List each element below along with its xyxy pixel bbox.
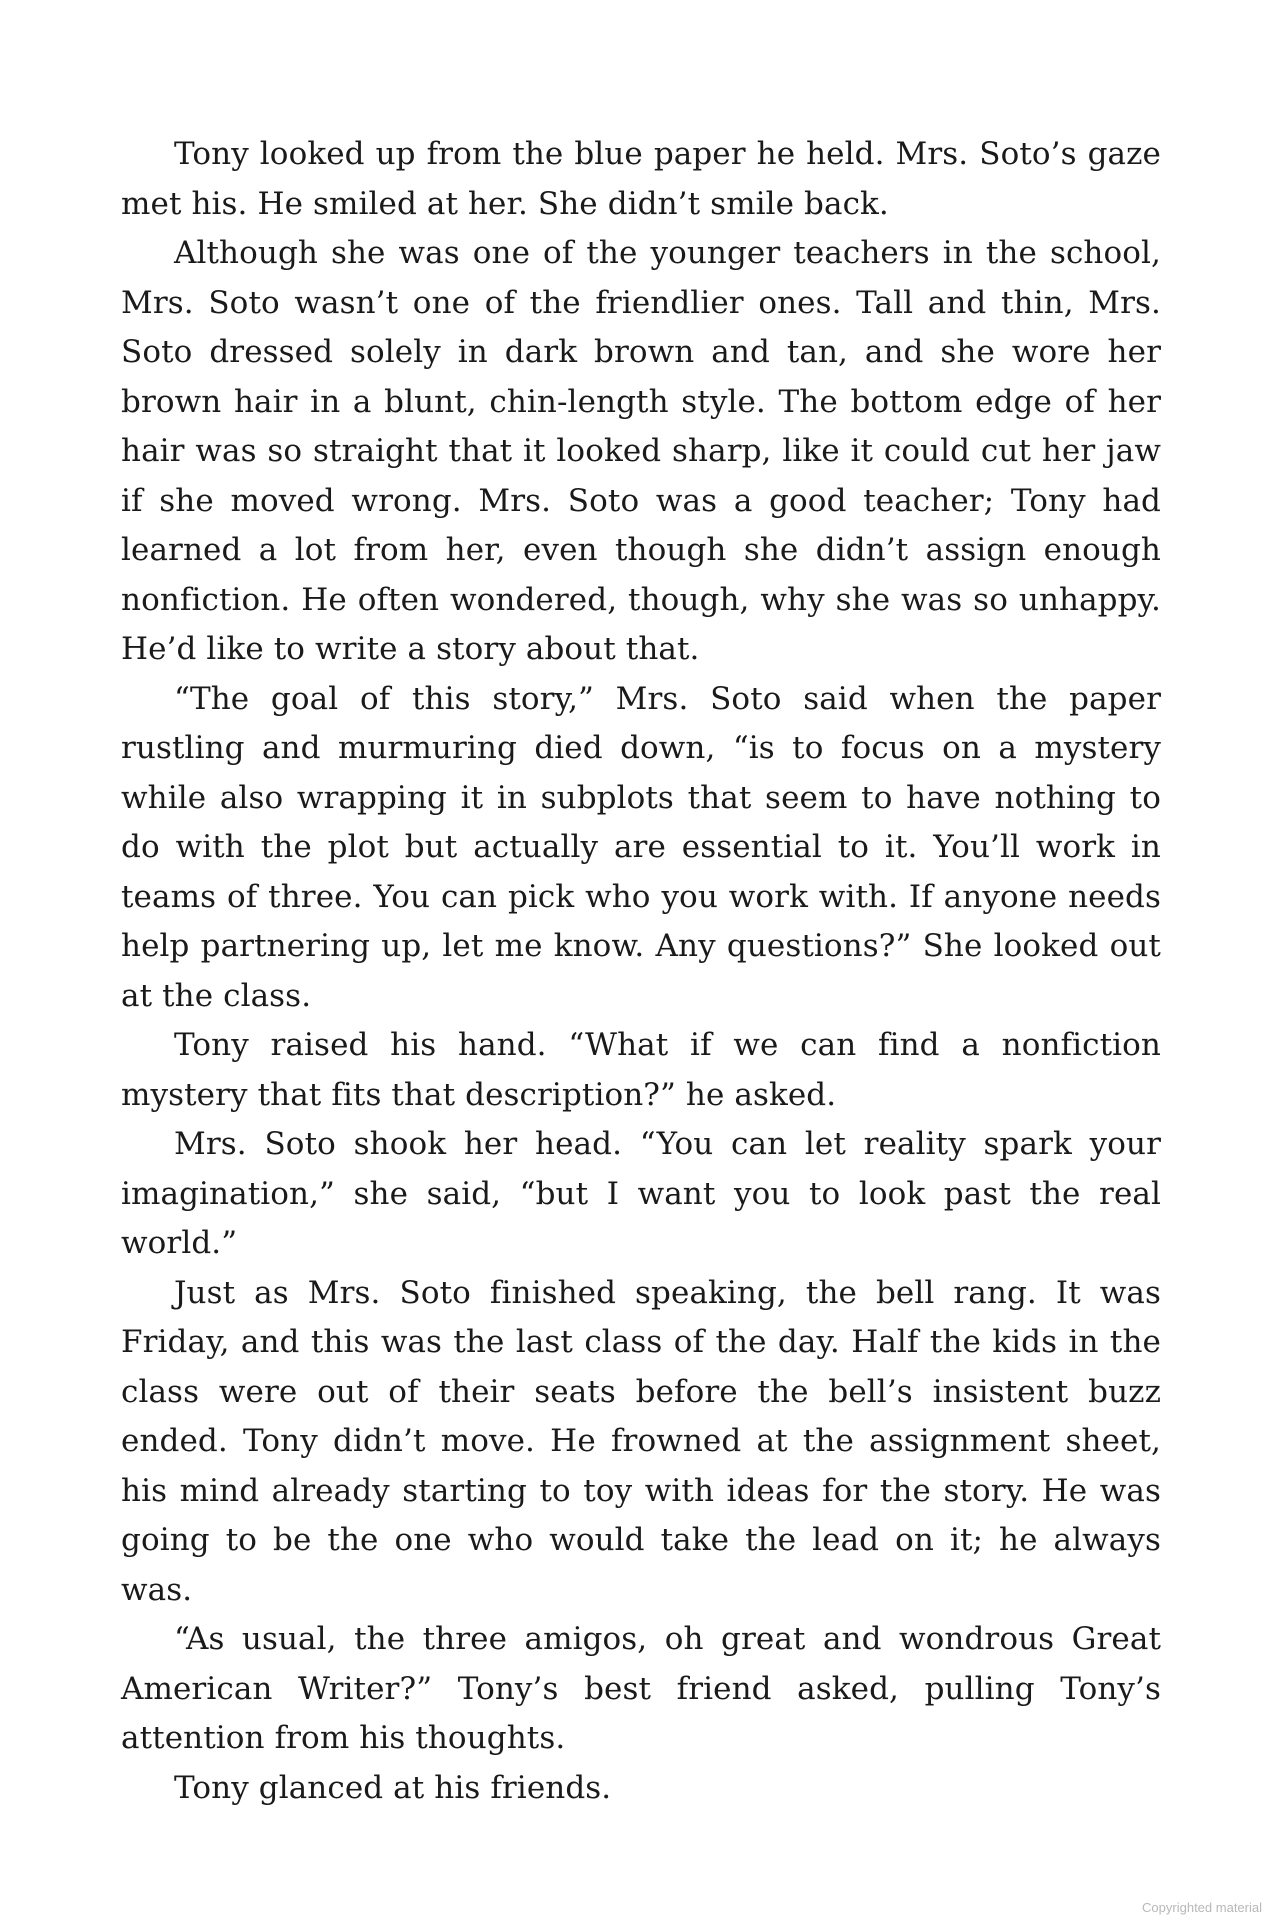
book-page-text (121, 130, 1161, 1813)
paragraph: Tony looked up from the blue paper he held. Mrs. Soto’s gaze met his. He smiled at her. She didn’t smile back. (121, 136, 1161, 222)
paragraph: Just as Mrs. Soto finished speaking, the bell rang. It was Friday, and this was the last class of the day. Half the kids in the class were out of their seats before the bell’s insistent buzz ended. Tony didn’t move. He frowned at the assignment sheet, his mind already starting to toy with ideas for the story. He was going to be the one who would take the lead on it; he always was. (121, 1274, 1161, 1608)
paragraph: “As usual, the three amigos, oh great and wondrous Great American Writer?” Tony’s best friend asked, pulling Tony’s attention from his thoughts. (121, 1621, 1161, 1756)
paragraph: Mrs. Soto shook her head. “You can let reality spark your imagination,” she said, “but I want you to look past the real world.” (121, 1126, 1161, 1261)
paragraph: Although she was one of the younger teachers in the school, Mrs. Soto wasn’t one of the friendlier ones. Tall and thin, Mrs. Soto dressed solely in dark brown and tan, and she wore her brown hair in a blunt, chin-length style. The bottom edge of her hair was so straight that it looked sharp, like it could cut her jaw if she moved wrong. Mrs. Soto was a good teacher; Tony had learned a lot from her, even though she didn’t assign enough nonfiction. He often wondered, though, why she was so unhappy. He’d like to write a story about that. (121, 235, 1161, 667)
paragraph: Tony raised his hand. “What if we can find a nonfiction mystery that fits that description?” he asked. (121, 1027, 1161, 1113)
copyright-watermark: Copyrighted material (1142, 1900, 1262, 1915)
paragraph: “The goal of this story,” Mrs. Soto said when the paper rustling and murmuring died down, “is to focus on a mystery while also wrapping it in subplots that seem to have nothing to do with the plot but actually are essential to it. You’ll work in teams of three. You can pick who you work with. If anyone needs help partnering up, let me know. Any questions?” She looked out at the class. (121, 680, 1161, 1014)
paragraph: Tony glanced at his friends. (174, 1769, 612, 1806)
